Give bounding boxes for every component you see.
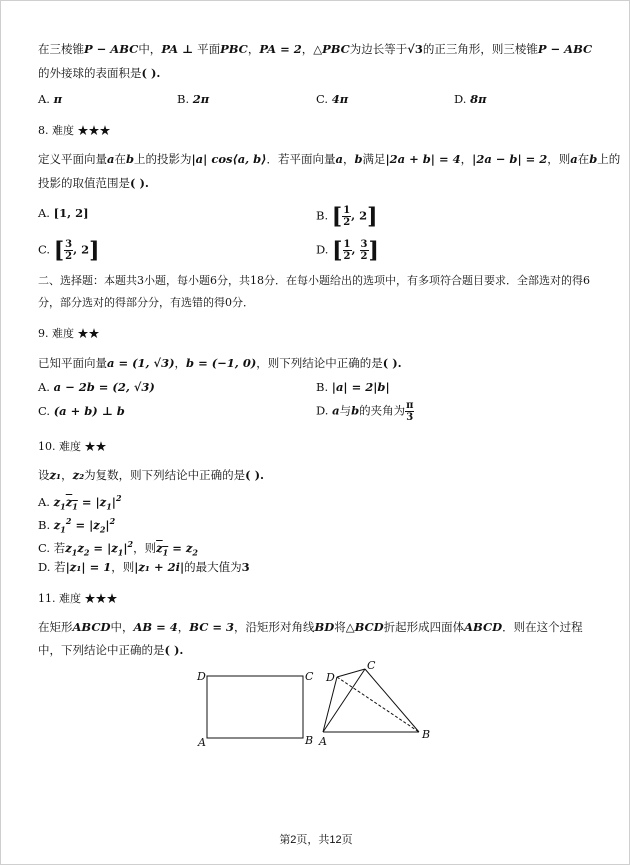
label-C2: C bbox=[367, 659, 376, 672]
label-C1: C bbox=[305, 670, 314, 683]
section2-line1: 二、选择题：本题共3小题，每小题6分，共18分．在每小题给出的选项中，有多项符合题目要求．全部选对的得6 bbox=[38, 274, 590, 287]
rectangle-abcd bbox=[207, 676, 303, 738]
q9-line1: 已知平面向量a = (1, √3)，b = (−1, 0)，则下列结论中正确的是( ). bbox=[38, 356, 402, 370]
q9-option-d[interactable]: D. a与b的夹角为 $\frac{\pi}{3}$ bbox=[316, 400, 414, 423]
label-B2: B bbox=[422, 728, 431, 741]
q7-line1: 在三棱锥P − ABC中，PA ⊥ 平面PBC，PA = 2，△PBC为边长等于√3的正三角形，则三棱锥P − ABC bbox=[38, 42, 593, 56]
q7-option-d[interactable]: D. 8π bbox=[454, 92, 487, 106]
fraction: $\frac{1}{2}$ bbox=[343, 239, 351, 262]
q9-header: 9. 难度 ★★ bbox=[38, 327, 100, 340]
label-A2: A bbox=[319, 735, 327, 748]
difficulty-stars-icon: ★★★ bbox=[84, 592, 118, 605]
fraction: $\frac{\pi}{3}$ bbox=[406, 400, 414, 423]
q10-option-a[interactable]: A. $z_1z_1 = |z_1|^2$ bbox=[38, 493, 122, 512]
q10-line1: 设z₁，z₂为复数，则下列结论中正确的是( ). bbox=[38, 468, 265, 482]
fraction: $\frac{3}{2}$ bbox=[360, 239, 368, 262]
q8-header: 8. 难度 ★★★ bbox=[38, 124, 111, 137]
q7-option-c[interactable]: C. 4π bbox=[316, 92, 349, 106]
q11-figure bbox=[1, 1, 630, 866]
q7-line2: 的外接球的表面积是( ). bbox=[38, 66, 161, 80]
q10-header: 10. 难度 ★★ bbox=[38, 440, 107, 453]
page-footer: 第2页，共12页 bbox=[279, 834, 353, 846]
label-D2: D bbox=[326, 671, 335, 684]
q10-option-b[interactable]: B. $z_1^2 = |z_2|^2$ bbox=[38, 516, 116, 535]
label-A1: A bbox=[198, 736, 206, 749]
edge-db-hidden bbox=[337, 677, 419, 732]
q8-line1: 定义平面向量a在b上的投影为|a| cos⟨a, b⟩．若平面向量a，b满足|2a + b| = 4，|2a − b| = 2，则a在b上的 bbox=[38, 152, 621, 166]
edge-da bbox=[323, 677, 337, 732]
label-D1: D bbox=[197, 670, 206, 683]
difficulty-stars-icon: ★★ bbox=[77, 327, 100, 340]
q7-option-a[interactable]: A. π bbox=[38, 92, 63, 106]
edge-cb bbox=[365, 669, 419, 732]
q9-option-b[interactable]: B. |a| = 2|b| bbox=[316, 380, 390, 394]
q7-option-b[interactable]: B. 2π bbox=[177, 92, 210, 106]
q9-option-c[interactable]: C. (a + b) ⊥ b bbox=[38, 404, 125, 418]
q9-option-a[interactable]: A. a − 2b = (2, √3) bbox=[38, 380, 155, 394]
q8-option-d[interactable]: D. [ $\frac{1}{2}$ , $\frac{3}{2}$ ] bbox=[316, 237, 379, 264]
section2-line2: 分，部分选对的得部分分，有选错的得0分． bbox=[38, 296, 254, 309]
q10-option-d[interactable]: D. 若|z₁| = 1，则|z₁ + 2i|的最大值为3 bbox=[38, 560, 250, 574]
q8-option-b[interactable]: B. [ $\frac{1}{2}$ , 2] bbox=[316, 203, 378, 230]
difficulty-stars-icon: ★★ bbox=[84, 440, 107, 453]
q11-header: 11. 难度 ★★★ bbox=[38, 592, 118, 605]
q11-line2: 中，下列结论中正确的是( ). bbox=[38, 643, 184, 657]
q11-line1: 在矩形ABCD中，AB = 4，BC = 3，沿矩形对角线BD将△BCD折起形成四面体ABCD．则在这个过程 bbox=[38, 620, 583, 634]
q8-line2: 投影的取值范围是( ). bbox=[38, 176, 149, 190]
q8-option-a[interactable]: A. [1, 2] bbox=[38, 206, 89, 220]
difficulty-stars-icon: ★★★ bbox=[77, 124, 111, 137]
fraction: $\frac{3}{2}$ bbox=[65, 239, 73, 262]
fraction: $\frac{1}{2}$ bbox=[343, 205, 351, 228]
q10-option-c[interactable]: C. 若$z_1z_2 = |z_1|^2$，则$z_1 = z_2$ bbox=[38, 539, 198, 558]
label-B1: B bbox=[305, 734, 314, 747]
q8-option-c[interactable]: C. [ $\frac{3}{2}$ , 2] bbox=[38, 237, 100, 264]
